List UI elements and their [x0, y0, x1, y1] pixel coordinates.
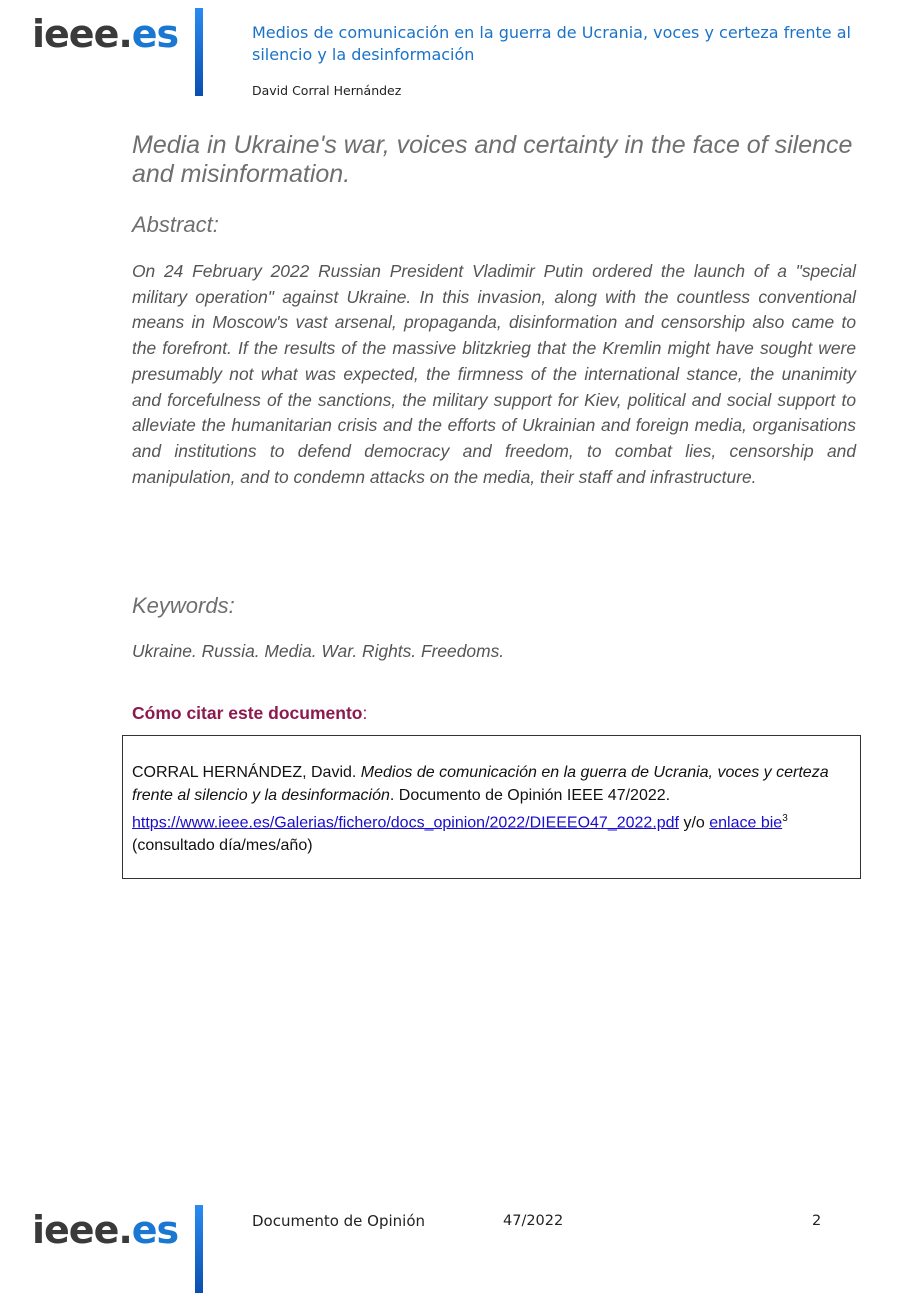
citation-text: CORRAL HERNÁNDEZ, David. Medios de comunicación en la guerra de Ucrania, voces y certeza frente al silencio y la desinformación. Documento de Opinión IEEE 47/2022. https://www.ieee.es/Galerias/fichero/docs_opinion/2022/DIEEEO47_2022.pdf y/o enlace bie$^3$ (consultado día/mes/año) — [132, 764, 829, 855]
ieee-logo[interactable]: ieee.es — [32, 12, 179, 56]
footnote-ref[interactable]: 3 — [782, 813, 788, 824]
keywords-text: Ukraine. Russia. Media. War. Rights. Freedoms. — [132, 641, 505, 661]
footer-doc-number: 47/2022 — [503, 1213, 564, 1229]
citation-heading: Cómo citar este documento: — [132, 703, 368, 723]
header-author: David Corral Hernández — [252, 83, 402, 98]
article-title: Media in Ukraine's war, voices and certainty in the face of silence and misinformation. — [132, 131, 853, 188]
citation-title: Medios de comunicación en la guerra de Ucrania, voces y certeza frente al silencio y la desinformación — [132, 764, 829, 804]
abstract-text: On 24 February 2022 Russian President Vladimir Putin ordered the launch of a "special military operation" against Ukraine. In this invasion, along with the countless conventional means in Moscow's vast arsenal, propaganda, disinformation and censorship also came to the forefront. If the results of the massive blitzkrieg that the Kremlin might have sought were presumably not what was expected, the firmness of the international stance, the unanimity and forcefulness of the sanctions, the military support for Kiev, political and social support to alleviate the humanitarian crisis and the efforts of Ukrainian and foreign media, organisations and institutions to defend democracy and freedom, to combat lies, censorship and manipulation, and to condemn attacks on the media, their staff and infrastructure. — [132, 261, 856, 487]
ieee-logo-footer[interactable]: ieee.es — [32, 1208, 179, 1252]
page-number: 2 — [812, 1213, 822, 1229]
header-divider-bar — [195, 8, 203, 96]
bie-link[interactable]: enlace bie — [709, 814, 783, 832]
footer-doc-type: Documento de Opinión — [252, 1212, 426, 1230]
footer-divider-bar — [195, 1205, 203, 1293]
abstract-heading: Abstract: — [132, 212, 219, 237]
header-title: Medios de comunicación en la guerra de Ucrania, voces y certeza frente al silencio y la desinformación — [252, 23, 851, 64]
keywords-heading: Keywords: — [132, 593, 235, 618]
citation-url-link[interactable]: https://www.ieee.es/Galerias/fichero/docs_opinion/2022/DIEEEO47_2022.pdf — [132, 814, 679, 832]
